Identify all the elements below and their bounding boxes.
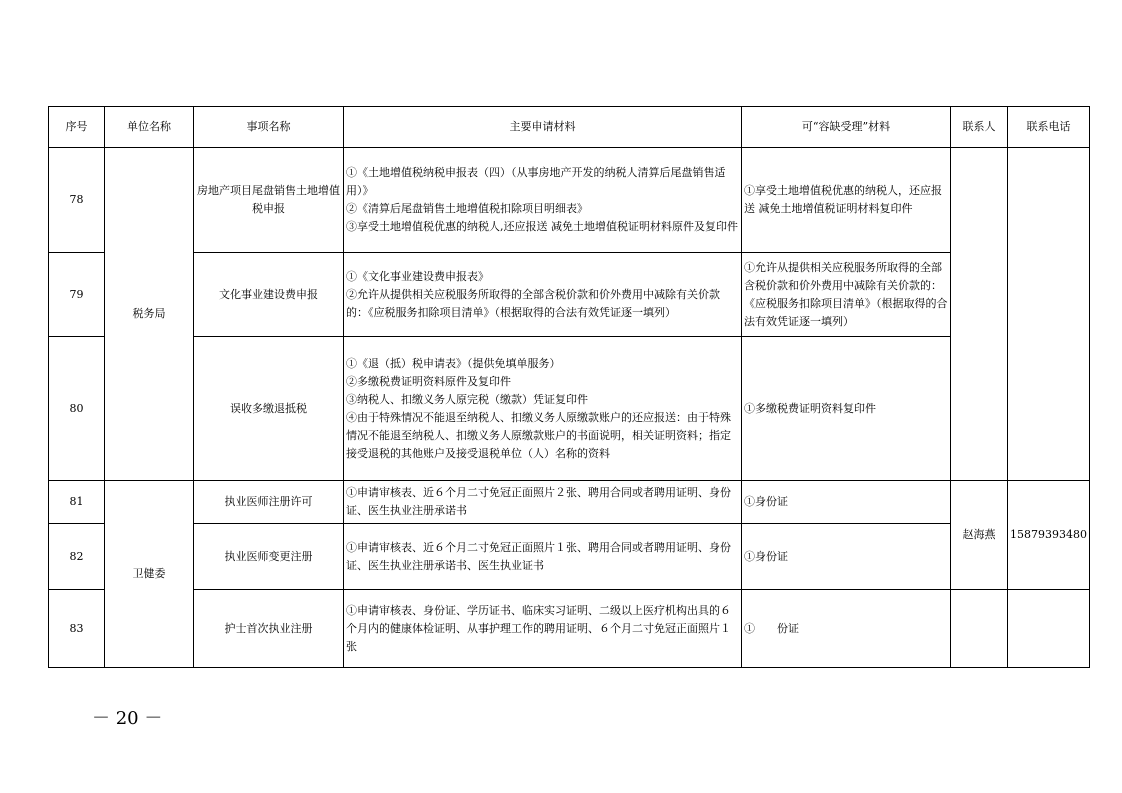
- contact-phone-empty: [1008, 148, 1090, 481]
- material-item: ④由于特殊情况不能退至纳税人、扣缴义务人原缴款账户的还应报送：由于特殊情况不能退至纳税人、扣缴义务人原缴款账户的书面说明，相关证明资料；指定接受退税的其他账户及接受退税单位（人）名称的资料: [346, 410, 731, 460]
- matter-name: 文化事业建设费申报: [194, 253, 344, 337]
- material-item: ①《土地增值税纳税申报表（四）（从事房地产开发的纳税人清算后尾盘销售适用）》: [346, 166, 726, 197]
- serial-number: 79: [49, 253, 105, 337]
- material-item: ②允许从提供相关应税服务所取得的全部含税价款和价外费用中减除有关价款的：《应税服务扣除项目清单》（根据取得的合法有效凭证逐一填列）: [346, 287, 720, 319]
- material-item: ①《文化事业建设费申报表》: [346, 269, 489, 283]
- deficient-materials: ①享受土地增值税优惠的纳税人，还应报送 减免土地增值税证明材料复印件: [742, 148, 951, 253]
- matter-name: 执业医师变更注册: [194, 524, 344, 590]
- table-row: [49, 481, 1090, 524]
- matter-name: 护士首次执业注册: [194, 590, 344, 668]
- serial-number: 82: [49, 524, 105, 590]
- table-row: [49, 524, 1090, 590]
- main-materials: [344, 337, 742, 481]
- main-materials: [344, 148, 742, 253]
- material-item: ②多缴税费证明资料原件及复印件: [346, 374, 511, 388]
- header-deficient-materials: 可“容缺受理”材料: [742, 107, 951, 148]
- matter-name: 执业医师注册许可: [194, 481, 344, 524]
- deficient-materials: ①身份证: [742, 481, 951, 524]
- deficient-materials: ①多缴税费证明资料复印件: [742, 337, 951, 481]
- deficient-materials: ① 份证: [742, 590, 951, 668]
- deficient-materials: ①允许从提供相关应税服务所取得的全部含税价款和价外费用中减除有关价款的：《应税服务扣除项目清单》（根据取得的合法有效凭证逐一填列）: [742, 253, 951, 337]
- material-item: ③纳税人、扣缴义务人原完税（缴款）凭证复印件: [346, 392, 588, 406]
- material-item: ③享受土地增值税优惠的纳税人,还应报送 减免土地增值税证明材料原件及复印件: [346, 220, 738, 233]
- table-row: [49, 337, 1090, 481]
- header-contact-phone: 联系电话: [1008, 107, 1090, 148]
- main-materials: ①申请审核表、近６个月二寸免冠正面照片２张、聘用合同或者聘用证明、身份证、医生执业注册承诺书: [344, 481, 742, 524]
- serial-number: 78: [49, 148, 105, 253]
- page-number: － 20 －: [92, 708, 163, 729]
- contact-phone-empty: [1008, 590, 1090, 668]
- header-serial-number: 序号: [49, 107, 105, 148]
- header-main-materials: 主要申请材料: [344, 107, 742, 148]
- deficient-materials: ①身份证: [742, 524, 951, 590]
- material-item: ②《清算后尾盘销售土地增值税扣除项目明细表》: [346, 202, 588, 215]
- service-matters-table: [48, 106, 1090, 668]
- unit-name-health-commission: 卫健委: [105, 481, 194, 668]
- contact-person: 赵海燕: [951, 481, 1008, 590]
- table-row: [49, 253, 1090, 337]
- header-unit-name: 单位名称: [105, 107, 194, 148]
- unit-name-tax-bureau: 税务局: [105, 148, 194, 481]
- header-row: [49, 107, 1090, 148]
- contact-person-empty: [951, 148, 1008, 481]
- contact-person-empty: [951, 590, 1008, 668]
- main-materials: ①申请审核表、身份证、学历证书、临床实习证明、二级以上医疗机构出具的６个月内的健康体检证明、从事护理工作的聘用证明、６个月二寸免冠正面照片１张: [344, 590, 742, 668]
- material-item: ①《退（抵）税申请表》（提供免填单服务）: [346, 356, 561, 370]
- header-contact-person: 联系人: [951, 107, 1008, 148]
- table-row: [49, 590, 1090, 668]
- serial-number: 83: [49, 590, 105, 668]
- table-row: [49, 148, 1090, 253]
- contact-phone: 15879393480: [1008, 481, 1090, 590]
- header-matter-name: 事项名称: [194, 107, 344, 148]
- matter-name: 房地产项目尾盘销售土地增值税申报: [194, 148, 344, 253]
- serial-number: 81: [49, 481, 105, 524]
- main-materials: ①申请审核表、近６个月二寸免冠正面照片１张、聘用合同或者聘用证明、身份证、医生执业注册承诺书、医生执业证书: [344, 524, 742, 590]
- main-materials: [344, 253, 742, 337]
- serial-number: 80: [49, 337, 105, 481]
- matter-name: 误收多缴退抵税: [194, 337, 344, 481]
